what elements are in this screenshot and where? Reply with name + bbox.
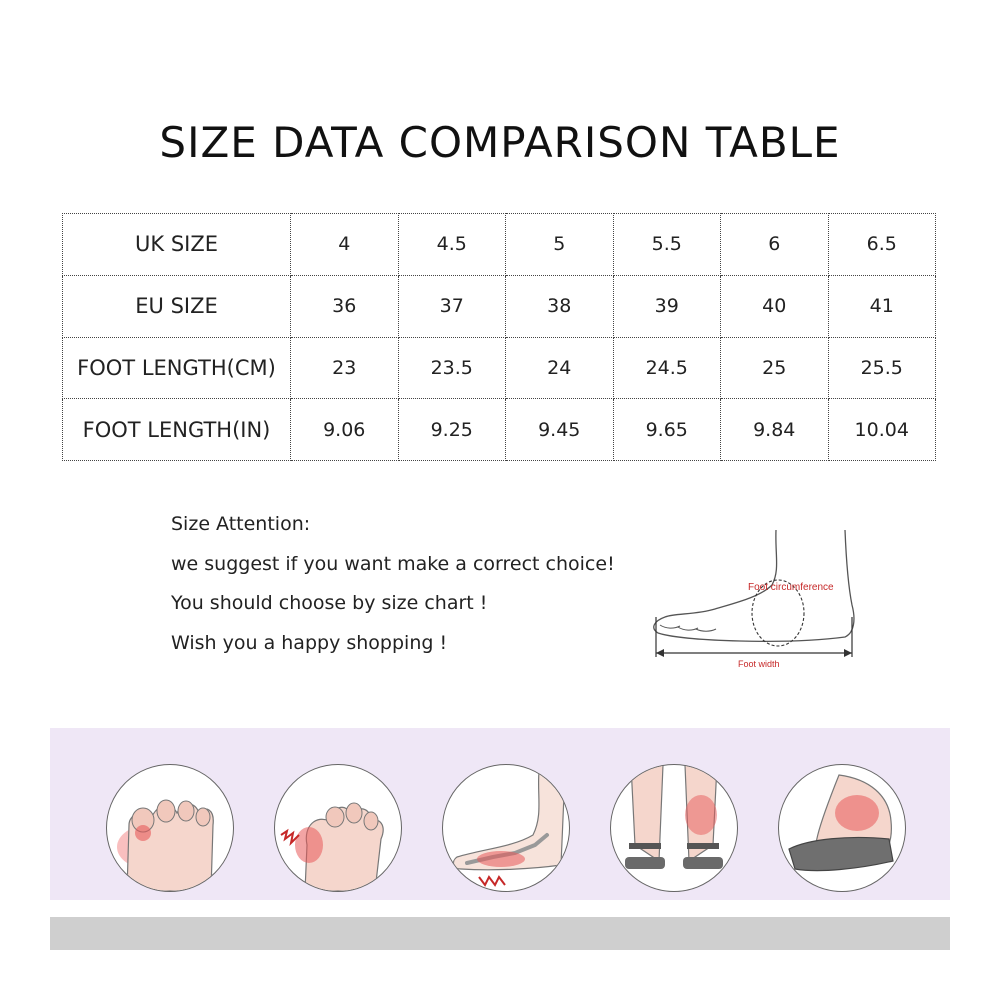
table-cell: 5.5 <box>613 214 721 276</box>
table-cell: 25 <box>721 337 829 399</box>
foot-problems-panel <box>50 728 950 900</box>
row-label: EU SIZE <box>63 275 291 337</box>
table-cell: 9.84 <box>721 399 829 461</box>
table-cell: 24 <box>506 337 614 399</box>
bunion-icon <box>274 764 402 892</box>
bottom-bar <box>50 917 950 950</box>
note-line: Wish you a happy shopping ! <box>171 631 448 654</box>
table-cell: 41 <box>828 275 936 337</box>
table-cell: 4.5 <box>398 214 506 276</box>
page-title: SIZE DATA COMPARISON TABLE <box>159 118 841 167</box>
table-cell: 39 <box>613 275 721 337</box>
table-row <box>63 399 936 461</box>
size-comparison-table <box>62 213 936 461</box>
table-row <box>63 275 936 337</box>
table-cell: 40 <box>721 275 829 337</box>
table-cell: 9.45 <box>506 399 614 461</box>
table-row <box>63 214 936 276</box>
table-cell: 6.5 <box>828 214 936 276</box>
table-cell: 36 <box>291 275 399 337</box>
arch-pain-icon <box>442 764 570 892</box>
row-label: UK SIZE <box>63 214 291 276</box>
table-cell: 4 <box>291 214 399 276</box>
note-heading: Size Attention: <box>171 513 311 535</box>
table-cell: 6 <box>721 214 829 276</box>
note-line: we suggest if you want make a correct choice! <box>171 552 615 575</box>
table-cell: 10.04 <box>828 399 936 461</box>
size-attention-note <box>171 505 615 663</box>
foot-measurement-diagram <box>640 525 870 675</box>
circumference-label: Foot circumference <box>748 582 834 593</box>
toe-pain-icon <box>106 764 234 892</box>
row-label: FOOT LENGTH(IN) <box>63 399 291 461</box>
heel-pain-icon <box>778 764 906 892</box>
table-cell: 23.5 <box>398 337 506 399</box>
table-cell: 37 <box>398 275 506 337</box>
width-label: Foot width <box>738 659 780 669</box>
table-cell: 24.5 <box>613 337 721 399</box>
table-cell: 38 <box>506 275 614 337</box>
ankle-pain-icon <box>610 764 738 892</box>
toe-lines <box>660 625 716 631</box>
table-cell: 5 <box>506 214 614 276</box>
table-row <box>63 337 936 399</box>
note-line: You should choose by size chart ! <box>171 592 488 614</box>
table-cell: 23 <box>291 337 399 399</box>
table-cell: 25.5 <box>828 337 936 399</box>
table-cell: 9.65 <box>613 399 721 461</box>
row-label: FOOT LENGTH(CM) <box>63 337 291 399</box>
table-cell: 9.25 <box>398 399 506 461</box>
table-cell: 9.06 <box>291 399 399 461</box>
